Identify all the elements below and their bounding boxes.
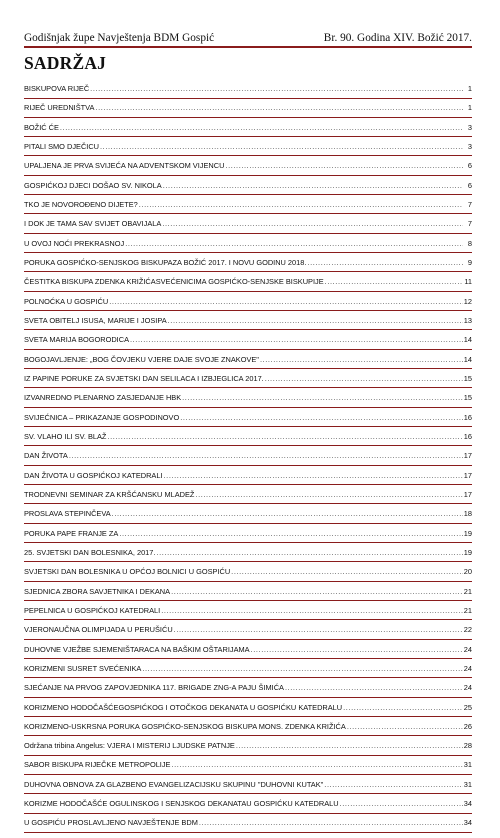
toc-entry-separator bbox=[24, 387, 472, 388]
toc-entry[interactable] bbox=[24, 239, 472, 258]
toc-entry[interactable] bbox=[24, 587, 472, 606]
toc-entry-line bbox=[24, 664, 472, 674]
toc-entry-separator bbox=[24, 329, 472, 330]
toc-entry-title: PORUKA GOSPIĆKO-SENJSKOG BISKUPAZA BOŽIĆ 2017. I NOVU GODINU 2018. bbox=[24, 257, 307, 267]
toc-entry-separator bbox=[24, 503, 472, 504]
toc-entry-page-number: 16 bbox=[463, 412, 472, 422]
toc-entry-title: U OVOJ NOĆI PREKRASNOJ bbox=[24, 238, 125, 248]
toc-title: SADRŽAJ bbox=[24, 53, 107, 73]
toc-entry-line bbox=[24, 490, 472, 500]
toc-dot-leader bbox=[195, 490, 462, 500]
toc-entry[interactable] bbox=[24, 645, 472, 664]
toc-dot-leader bbox=[182, 393, 463, 403]
toc-entry-title: POLNOĆKA U GOSPIĆU bbox=[24, 296, 109, 306]
toc-entry-title: GOSPIĆKOJ DJECI DOŠAO SV. NIKOLA bbox=[24, 180, 162, 190]
toc-entry-page-number: 24 bbox=[463, 644, 472, 654]
toc-entry-separator bbox=[24, 349, 472, 350]
toc-entry-title: PITALI SMO DJEČICU bbox=[24, 141, 100, 151]
toc-entry[interactable] bbox=[24, 374, 472, 393]
toc-entry-page-number: 15 bbox=[463, 373, 472, 383]
toc-entry-page-number: 20 bbox=[463, 567, 472, 577]
toc-entry[interactable] bbox=[24, 258, 472, 277]
toc-entry-title: BOGOJAVLJENJE: „BOG ČOVJEKU VJERE DAJE SVOJE ZNAKOVE" bbox=[24, 354, 259, 364]
toc-entry-line bbox=[24, 239, 472, 249]
toc-entry-title: 25. SVJETSKI DAN BOLESNIKA, 2017. bbox=[24, 547, 156, 557]
toc-entry[interactable] bbox=[24, 335, 472, 354]
toc-dot-leader bbox=[164, 471, 463, 481]
toc-entry[interactable] bbox=[24, 490, 472, 509]
toc-entry-page-number: 19 bbox=[463, 547, 472, 557]
toc-entry-title: RIJEČ UREDNIŠTVA bbox=[24, 103, 95, 113]
toc-entry-title: SVIJEĆNICA – PRIKAZANJE GOSPODINOVO bbox=[24, 412, 180, 422]
toc-entry-line bbox=[24, 606, 472, 616]
toc-dot-leader bbox=[251, 645, 463, 655]
toc-entry[interactable] bbox=[24, 529, 472, 548]
toc-entry-line bbox=[24, 161, 472, 171]
toc-entry-line bbox=[24, 432, 472, 442]
toc-entry[interactable] bbox=[24, 142, 472, 161]
toc-entry-title: UPALJENA JE PRVA SVIJEĆA NA ADVENTSKOM VIJENCU bbox=[24, 161, 225, 171]
toc-entry-separator bbox=[24, 523, 472, 524]
toc-dot-leader bbox=[96, 103, 464, 113]
toc-entry-separator bbox=[24, 677, 472, 678]
toc-entry[interactable] bbox=[24, 567, 472, 586]
toc-entry-line bbox=[24, 200, 472, 210]
toc-entry[interactable] bbox=[24, 548, 472, 567]
toc-dot-leader bbox=[260, 355, 463, 365]
toc-dot-leader bbox=[324, 780, 462, 790]
toc-entry-page-number: 6 bbox=[467, 161, 472, 171]
toc-entry-page-number: 24 bbox=[463, 683, 472, 693]
toc-dot-leader bbox=[347, 722, 463, 732]
toc-entry-page-number: 13 bbox=[463, 315, 472, 325]
toc-entry-title: KORIZMENI SUSRET SVEĆENIKA bbox=[24, 663, 142, 673]
toc-entry-separator bbox=[24, 98, 472, 99]
toc-entry-title: SJEĆANJE NA PRVOG ZAPOVJEDNIKA 117. BRIGADE ZNG-A PAJU ŠIMIĆA bbox=[24, 683, 284, 693]
toc-entry-line bbox=[24, 258, 472, 268]
toc-entry[interactable] bbox=[24, 818, 472, 837]
toc-dot-leader bbox=[112, 509, 463, 519]
toc-entry-title: KORIZMENO HODOČAŠĆEGOSPIĆKOG I OTOČKOG DEKANATA U GOSPIĆKU KATEDRALU bbox=[24, 702, 343, 712]
toc-entry-line bbox=[24, 760, 472, 770]
toc-entry-title: KORIZMENO-USKRSNA PORUKA GOSPIĆKO-SENJSKOG BISKUPA MONS. ZDENKA KRIŽIĆA bbox=[24, 721, 346, 731]
toc-entry-line bbox=[24, 471, 472, 481]
toc-entry-title: VJERONAUČNA OLIMPIJADA U PERUŠIĆU bbox=[24, 625, 173, 635]
toc-entry[interactable] bbox=[24, 625, 472, 644]
toc-entry[interactable] bbox=[24, 297, 472, 316]
toc-entry-page-number: 1 bbox=[467, 103, 472, 113]
toc-entry-title: DAN ŽIVOTA U GOSPIĆKOJ KATEDRALI bbox=[24, 470, 163, 480]
toc-entry-line bbox=[24, 277, 472, 287]
toc-entry[interactable] bbox=[24, 393, 472, 412]
toc-entry-line bbox=[24, 316, 472, 326]
toc-entry-separator bbox=[24, 832, 472, 833]
toc-entry[interactable] bbox=[24, 780, 472, 799]
toc-entry[interactable] bbox=[24, 664, 472, 683]
toc-entry-page-number: 16 bbox=[463, 431, 472, 441]
toc-entry-line bbox=[24, 219, 472, 229]
toc-entry-title: TKO JE NOVOROĐENO DIJETE? bbox=[24, 199, 138, 209]
toc-dot-leader bbox=[163, 181, 463, 191]
toc-entry-page-number: 18 bbox=[463, 509, 472, 519]
toc-entry-page-number: 26 bbox=[463, 721, 472, 731]
toc-dot-leader bbox=[156, 548, 462, 558]
toc-dot-leader bbox=[109, 297, 463, 307]
toc-dot-leader bbox=[325, 277, 463, 287]
toc-entry-line bbox=[24, 181, 472, 191]
toc-entry-page-number: 15 bbox=[463, 393, 472, 403]
toc-entry-separator bbox=[24, 697, 472, 698]
toc-dot-leader bbox=[69, 451, 463, 461]
toc-entry-page-number: 7 bbox=[467, 199, 472, 209]
toc-entry-title: Održana tribina Angelus: VJERA I MISTERIJ LJUDSKE PATNJE bbox=[24, 741, 235, 751]
toc-entry-line bbox=[24, 645, 472, 655]
toc-entry-line bbox=[24, 625, 472, 635]
toc-entry[interactable] bbox=[24, 316, 472, 335]
toc-entry-separator bbox=[24, 233, 472, 234]
toc-dot-leader bbox=[231, 567, 463, 577]
toc-dot-leader bbox=[142, 664, 462, 674]
toc-entry-title: BOŽIĆ ĆE bbox=[24, 122, 59, 132]
toc-entry-title: IZVANREDNO PLENARNO ZASJEDANJE HBK bbox=[24, 393, 182, 403]
toc-entry-page-number: 19 bbox=[463, 528, 472, 538]
toc-entry-title: I DOK JE TAMA SAV SVIJET OBAVIJALA bbox=[24, 219, 162, 229]
toc-entry-page-number: 31 bbox=[463, 760, 472, 770]
toc-entry[interactable] bbox=[24, 703, 472, 722]
toc-entry[interactable] bbox=[24, 760, 472, 779]
toc-entry-separator bbox=[24, 813, 472, 814]
toc-entry-separator bbox=[24, 368, 472, 369]
toc-entry-line bbox=[24, 335, 472, 345]
toc-dot-leader bbox=[130, 335, 463, 345]
toc-entry-page-number: 17 bbox=[463, 470, 472, 480]
toc-entry-line bbox=[24, 355, 472, 365]
toc-entry-separator bbox=[24, 291, 472, 292]
toc-dot-leader bbox=[174, 625, 463, 635]
toc-entry-page-number: 25 bbox=[463, 702, 472, 712]
toc-dot-leader bbox=[180, 413, 463, 423]
toc-entry-line bbox=[24, 123, 472, 133]
toc-entry-title: U GOSPIĆU PROSLAVLJENO NAVJEŠTENJE BDM bbox=[24, 818, 198, 828]
toc-entry-page-number: 11 bbox=[464, 277, 472, 287]
toc-dot-leader bbox=[265, 374, 463, 384]
toc-entry-separator bbox=[24, 484, 472, 485]
toc-entry-page-number: 17 bbox=[463, 489, 472, 499]
toc-entry-separator bbox=[24, 426, 472, 427]
toc-entry-separator bbox=[24, 755, 472, 756]
toc-entry-page-number: 31 bbox=[463, 779, 472, 789]
toc-dot-leader bbox=[162, 219, 463, 229]
toc-entry-separator bbox=[24, 213, 472, 214]
toc-entry-line bbox=[24, 799, 472, 809]
toc-entry-separator bbox=[24, 194, 472, 195]
toc-entry-line bbox=[24, 413, 472, 423]
toc-dot-leader bbox=[171, 587, 463, 597]
toc-entry-title: TRODNEVNI SEMINAR ZA KRŠĆANSKU MLADEŽ bbox=[24, 489, 195, 499]
toc-dot-leader bbox=[343, 703, 463, 713]
toc-entry-separator bbox=[24, 639, 472, 640]
toc-entry-separator bbox=[24, 445, 472, 446]
toc-entry[interactable] bbox=[24, 355, 472, 374]
toc-entry-title: SV. VLAHO ILI SV. BLAŽ bbox=[24, 431, 107, 441]
toc-entry-page-number: 34 bbox=[463, 799, 472, 809]
toc-entry-page-number: 28 bbox=[463, 741, 472, 751]
toc-entry-title: SABOR BISKUPA RIJEČKE METROPOLIJE bbox=[24, 760, 171, 770]
toc-entry-title: SVETA OBITELJ ISUSA, MARIJE I JOSIPA bbox=[24, 315, 167, 325]
toc-entry-separator bbox=[24, 735, 472, 736]
toc-dot-leader bbox=[139, 200, 463, 210]
toc-entry-separator bbox=[24, 561, 472, 562]
toc-entry-title: DAN ŽIVOTA bbox=[24, 451, 68, 461]
header-rule bbox=[24, 46, 472, 48]
toc-entry-page-number: 1 bbox=[467, 84, 472, 93]
toc-entry-page-number: 3 bbox=[467, 141, 472, 151]
toc-entry-line bbox=[24, 780, 472, 790]
toc-entry-line bbox=[24, 103, 472, 113]
header-issue-info: Br. 90. Godina XIV. Božić 2017. bbox=[323, 32, 472, 44]
toc-dot-leader bbox=[161, 606, 463, 616]
toc-entry[interactable] bbox=[24, 509, 472, 528]
toc-entry-title: ČESTITKA BISKUPA ZDENKA KRIŽIĆASVEĆENICIMA GOSPIĆKO-SENJSKE BISKUPIJE bbox=[24, 277, 324, 287]
toc-entry[interactable] bbox=[24, 277, 472, 296]
toc-entry-page-number: 7 bbox=[467, 219, 472, 229]
toc-entry-separator bbox=[24, 774, 472, 775]
toc-entry-line bbox=[24, 703, 472, 713]
toc-dot-leader bbox=[225, 161, 463, 171]
running-header bbox=[24, 30, 472, 44]
toc-entry-separator bbox=[24, 155, 472, 156]
toc-entry-separator bbox=[24, 117, 472, 118]
toc-entry[interactable] bbox=[24, 181, 472, 200]
toc-entry[interactable] bbox=[24, 451, 472, 470]
toc-entry-line bbox=[24, 451, 472, 461]
toc-entry-line bbox=[24, 374, 472, 384]
toc-dot-leader bbox=[100, 142, 463, 152]
toc-entry[interactable] bbox=[24, 219, 472, 238]
toc-entry-page-number: 17 bbox=[463, 451, 472, 461]
toc-entry-line bbox=[24, 683, 472, 693]
toc-entry-separator bbox=[24, 465, 472, 466]
toc-entry-page-number: 34 bbox=[463, 818, 472, 828]
toc-entry-separator bbox=[24, 619, 472, 620]
toc-entry-line bbox=[24, 297, 472, 307]
toc-entry-separator bbox=[24, 542, 472, 543]
toc-dot-leader bbox=[340, 799, 463, 809]
toc-entry-title: SVETA MARIJA BOGORODICA bbox=[24, 335, 129, 345]
toc-dot-leader bbox=[125, 239, 463, 249]
toc-entry-line bbox=[24, 84, 472, 94]
toc-entry-separator bbox=[24, 175, 472, 176]
toc-entry[interactable] bbox=[24, 84, 472, 103]
toc-entry-page-number: 6 bbox=[467, 180, 472, 190]
toc-entry-title: PEPELNICA U GOSPIĆKOJ KATEDRALI bbox=[24, 605, 161, 615]
toc-entry[interactable] bbox=[24, 413, 472, 432]
toc-entry-separator bbox=[24, 658, 472, 659]
toc-entry-title: BISKUPOVA RIJEČ bbox=[24, 84, 90, 93]
toc-entry-page-number: 12 bbox=[463, 296, 472, 306]
toc-dot-leader bbox=[307, 258, 463, 268]
toc-entry-line bbox=[24, 509, 472, 519]
toc-dot-leader bbox=[60, 123, 463, 133]
toc-entry-page-number: 9 bbox=[467, 257, 472, 267]
toc-dot-leader bbox=[171, 760, 462, 770]
toc-entry-separator bbox=[24, 600, 472, 601]
toc-dot-leader bbox=[90, 84, 463, 94]
toc-entry-separator bbox=[24, 310, 472, 311]
toc-entry-line bbox=[24, 567, 472, 577]
toc-entry-line bbox=[24, 741, 472, 751]
toc-entry[interactable] bbox=[24, 741, 472, 760]
toc-entry-title: IZ PAPINE PORUKE ZA SVJETSKI DAN SELILACA I IZBJEGLICA 2017. bbox=[24, 373, 264, 383]
header-publication-title: Godišnjak župe Navještenja BDM Gospić bbox=[24, 32, 215, 44]
toc-dot-leader bbox=[119, 529, 462, 539]
toc-entry[interactable] bbox=[24, 722, 472, 741]
toc-entry-separator bbox=[24, 252, 472, 253]
toc-entry[interactable] bbox=[24, 123, 472, 142]
toc-entry-separator bbox=[24, 793, 472, 794]
toc-list bbox=[24, 84, 472, 838]
toc-entry-title: DUHOVNE VJEŽBE SJEMENIŠTARACA NA BAŠKIM OŠTARIJAMA bbox=[24, 644, 250, 654]
toc-entry-line bbox=[24, 548, 472, 558]
toc-dot-leader bbox=[199, 818, 463, 828]
toc-entry-page-number: 3 bbox=[467, 122, 472, 132]
toc-entry-title: PORUKA PAPE FRANJE ZA bbox=[24, 528, 119, 538]
toc-entry[interactable] bbox=[24, 683, 472, 702]
toc-entry[interactable] bbox=[24, 103, 472, 122]
toc-entry-title: PROSLAVA STEPINČEVA bbox=[24, 509, 111, 519]
toc-entry-line bbox=[24, 142, 472, 152]
toc-entry-page-number: 8 bbox=[467, 238, 472, 248]
toc-entry-page-number: 14 bbox=[463, 354, 472, 364]
toc-entry-separator bbox=[24, 136, 472, 137]
toc-entry-line bbox=[24, 587, 472, 597]
toc-entry[interactable] bbox=[24, 799, 472, 818]
toc-entry-separator bbox=[24, 271, 472, 272]
toc-dot-leader bbox=[107, 432, 462, 442]
toc-entry[interactable] bbox=[24, 200, 472, 219]
toc-entry[interactable] bbox=[24, 432, 472, 451]
toc-entry-title: SJEDNICA ZBORA SAVJETNIKA I DEKANA bbox=[24, 586, 171, 596]
toc-entry-separator bbox=[24, 407, 472, 408]
toc-entry-line bbox=[24, 529, 472, 539]
toc-entry-page-number: 21 bbox=[463, 586, 472, 596]
toc-entry[interactable] bbox=[24, 161, 472, 180]
toc-entry-title: SVJETSKI DAN BOLESNIKA U OPĆOJ BOLNICI U GOSPIĆU bbox=[24, 567, 231, 577]
toc-entry-separator bbox=[24, 716, 472, 717]
toc-entry-line bbox=[24, 722, 472, 732]
toc-dot-leader bbox=[236, 741, 463, 751]
toc-entry-page-number: 24 bbox=[463, 663, 472, 673]
toc-entry-page-number: 22 bbox=[463, 625, 472, 635]
toc-entry-page-number: 21 bbox=[463, 605, 472, 615]
toc-entry-title: DUHOVNA OBNOVA ZA GLAZBENO EVANGELIZACIJSKU SKUPINU "DUHOVNI KUTAK" bbox=[24, 779, 324, 789]
toc-dot-leader bbox=[168, 316, 463, 326]
toc-entry-page-number: 14 bbox=[463, 335, 472, 345]
toc-dot-leader bbox=[285, 683, 463, 693]
toc-entry-title: KORIZME HODOČAŠĆE OGULINSKOG I SENJSKOG DEKANATAU GOSPIĆKU KATEDRALU bbox=[24, 799, 339, 809]
toc-entry[interactable] bbox=[24, 471, 472, 490]
toc-entry-separator bbox=[24, 581, 472, 582]
toc-entry[interactable] bbox=[24, 606, 472, 625]
toc-entry-line bbox=[24, 393, 472, 403]
toc-entry-line bbox=[24, 818, 472, 828]
